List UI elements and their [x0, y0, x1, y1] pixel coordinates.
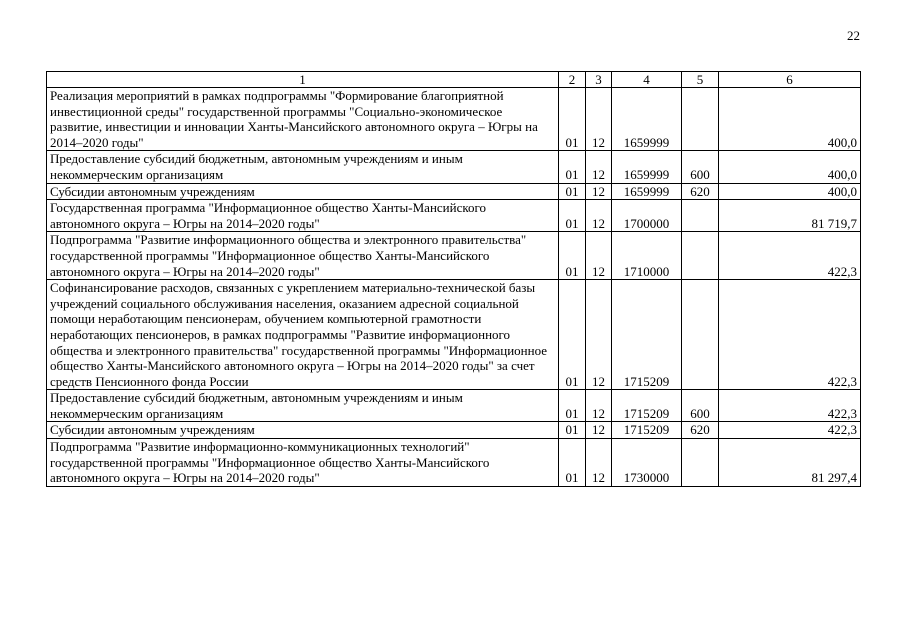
table-row [47, 200, 861, 232]
row-description: Подпрограмма "Развитие информационного общества и электронного правительства" государственной программы "Информационное общество Ханты-Мансийского автономного округа – Югры на 2014–2020 годы" [47, 232, 559, 280]
row-code-target: 1700000 [612, 200, 682, 232]
row-code-target: 1659999 [612, 151, 682, 183]
row-description: Софинансирование расходов, связанных с укреплением материально-технической базы учреждений социального обслуживания населения, оказанием адресной социальной помощи неработающим пенсионерам, обучением компьютерной грамотности неработающих пенсионеров, в рамках подпрограммы "Развитие информационного общества и электронного правительства" государственной программы "Информационное общество Ханты-Мансийского автономного округа – Югры на 2014–2020 годы" за счет средств Пенсионного фонда России [47, 280, 559, 390]
row-code-subsection: 12 [586, 200, 612, 232]
row-code-section: 01 [559, 439, 586, 487]
row-code-section: 01 [559, 200, 586, 232]
row-code-section: 01 [559, 390, 586, 422]
row-amount: 422,3 [719, 422, 861, 439]
row-amount: 400,0 [719, 183, 861, 200]
row-description: Предоставление субсидий бюджетным, автономным учреждениям и иным некоммерческим организациям [47, 151, 559, 183]
row-code-expense-type: 620 [682, 422, 719, 439]
row-amount: 422,3 [719, 280, 861, 390]
table-row [47, 390, 861, 422]
row-code-subsection: 12 [586, 151, 612, 183]
row-code-expense-type [682, 200, 719, 232]
column-header-5: 5 [682, 72, 719, 88]
row-amount: 422,3 [719, 232, 861, 280]
table-header-row [47, 72, 861, 88]
row-code-expense-type [682, 232, 719, 280]
column-header-3: 3 [586, 72, 612, 88]
column-header-2: 2 [559, 72, 586, 88]
row-code-expense-type [682, 88, 719, 151]
row-description: Государственная программа "Информационное общество Ханты-Мансийского автономного округа – Югры на 2014–2020 годы" [47, 200, 559, 232]
row-amount: 400,0 [719, 88, 861, 151]
row-code-expense-type [682, 280, 719, 390]
row-code-target: 1659999 [612, 88, 682, 151]
row-code-section: 01 [559, 280, 586, 390]
table-row [47, 232, 861, 280]
row-code-subsection: 12 [586, 422, 612, 439]
row-code-section: 01 [559, 422, 586, 439]
row-code-subsection: 12 [586, 232, 612, 280]
row-code-target: 1715209 [612, 390, 682, 422]
row-code-expense-type: 600 [682, 151, 719, 183]
row-code-target: 1715209 [612, 280, 682, 390]
column-header-1: 1 [47, 72, 559, 88]
row-description: Субсидии автономным учреждениям [47, 422, 559, 439]
row-code-subsection: 12 [586, 88, 612, 151]
row-code-section: 01 [559, 232, 586, 280]
page-number: 22 [847, 28, 860, 43]
row-code-subsection: 12 [586, 280, 612, 390]
row-code-expense-type: 600 [682, 390, 719, 422]
row-amount: 422,3 [719, 390, 861, 422]
table-row [47, 439, 861, 487]
table-row [47, 280, 861, 390]
row-description: Подпрограмма "Развитие информационно-коммуникационных технологий" государственной программы "Информационное общество Ханты-Мансийского автономного округа – Югры на 2014–2020 годы" [47, 439, 559, 487]
row-code-section: 01 [559, 88, 586, 151]
table-row [47, 151, 861, 183]
row-code-subsection: 12 [586, 183, 612, 200]
row-code-target: 1659999 [612, 183, 682, 200]
table-row [47, 422, 861, 439]
row-code-expense-type: 620 [682, 183, 719, 200]
column-header-6: 6 [719, 72, 861, 88]
budget-table [46, 71, 861, 487]
column-header-4: 4 [612, 72, 682, 88]
row-code-target: 1715209 [612, 422, 682, 439]
row-code-subsection: 12 [586, 390, 612, 422]
row-code-target: 1710000 [612, 232, 682, 280]
row-description: Субсидии автономным учреждениям [47, 183, 559, 200]
table-row [47, 183, 861, 200]
row-code-section: 01 [559, 151, 586, 183]
row-code-expense-type [682, 439, 719, 487]
table-row [47, 88, 861, 151]
row-description: Предоставление субсидий бюджетным, автономным учреждениям и иным некоммерческим организациям [47, 390, 559, 422]
row-amount: 81 297,4 [719, 439, 861, 487]
row-code-target: 1730000 [612, 439, 682, 487]
row-amount: 81 719,7 [719, 200, 861, 232]
row-description: Реализация мероприятий в рамках подпрограммы "Формирование благоприятной инвестиционной среды" государственной программы "Социально-экономическое развитие, инвестиции и инновации Ханты-Мансийского автономного округа – Югры на 2014–2020 годы" [47, 88, 559, 151]
row-code-section: 01 [559, 183, 586, 200]
row-code-subsection: 12 [586, 439, 612, 487]
row-amount: 400,0 [719, 151, 861, 183]
